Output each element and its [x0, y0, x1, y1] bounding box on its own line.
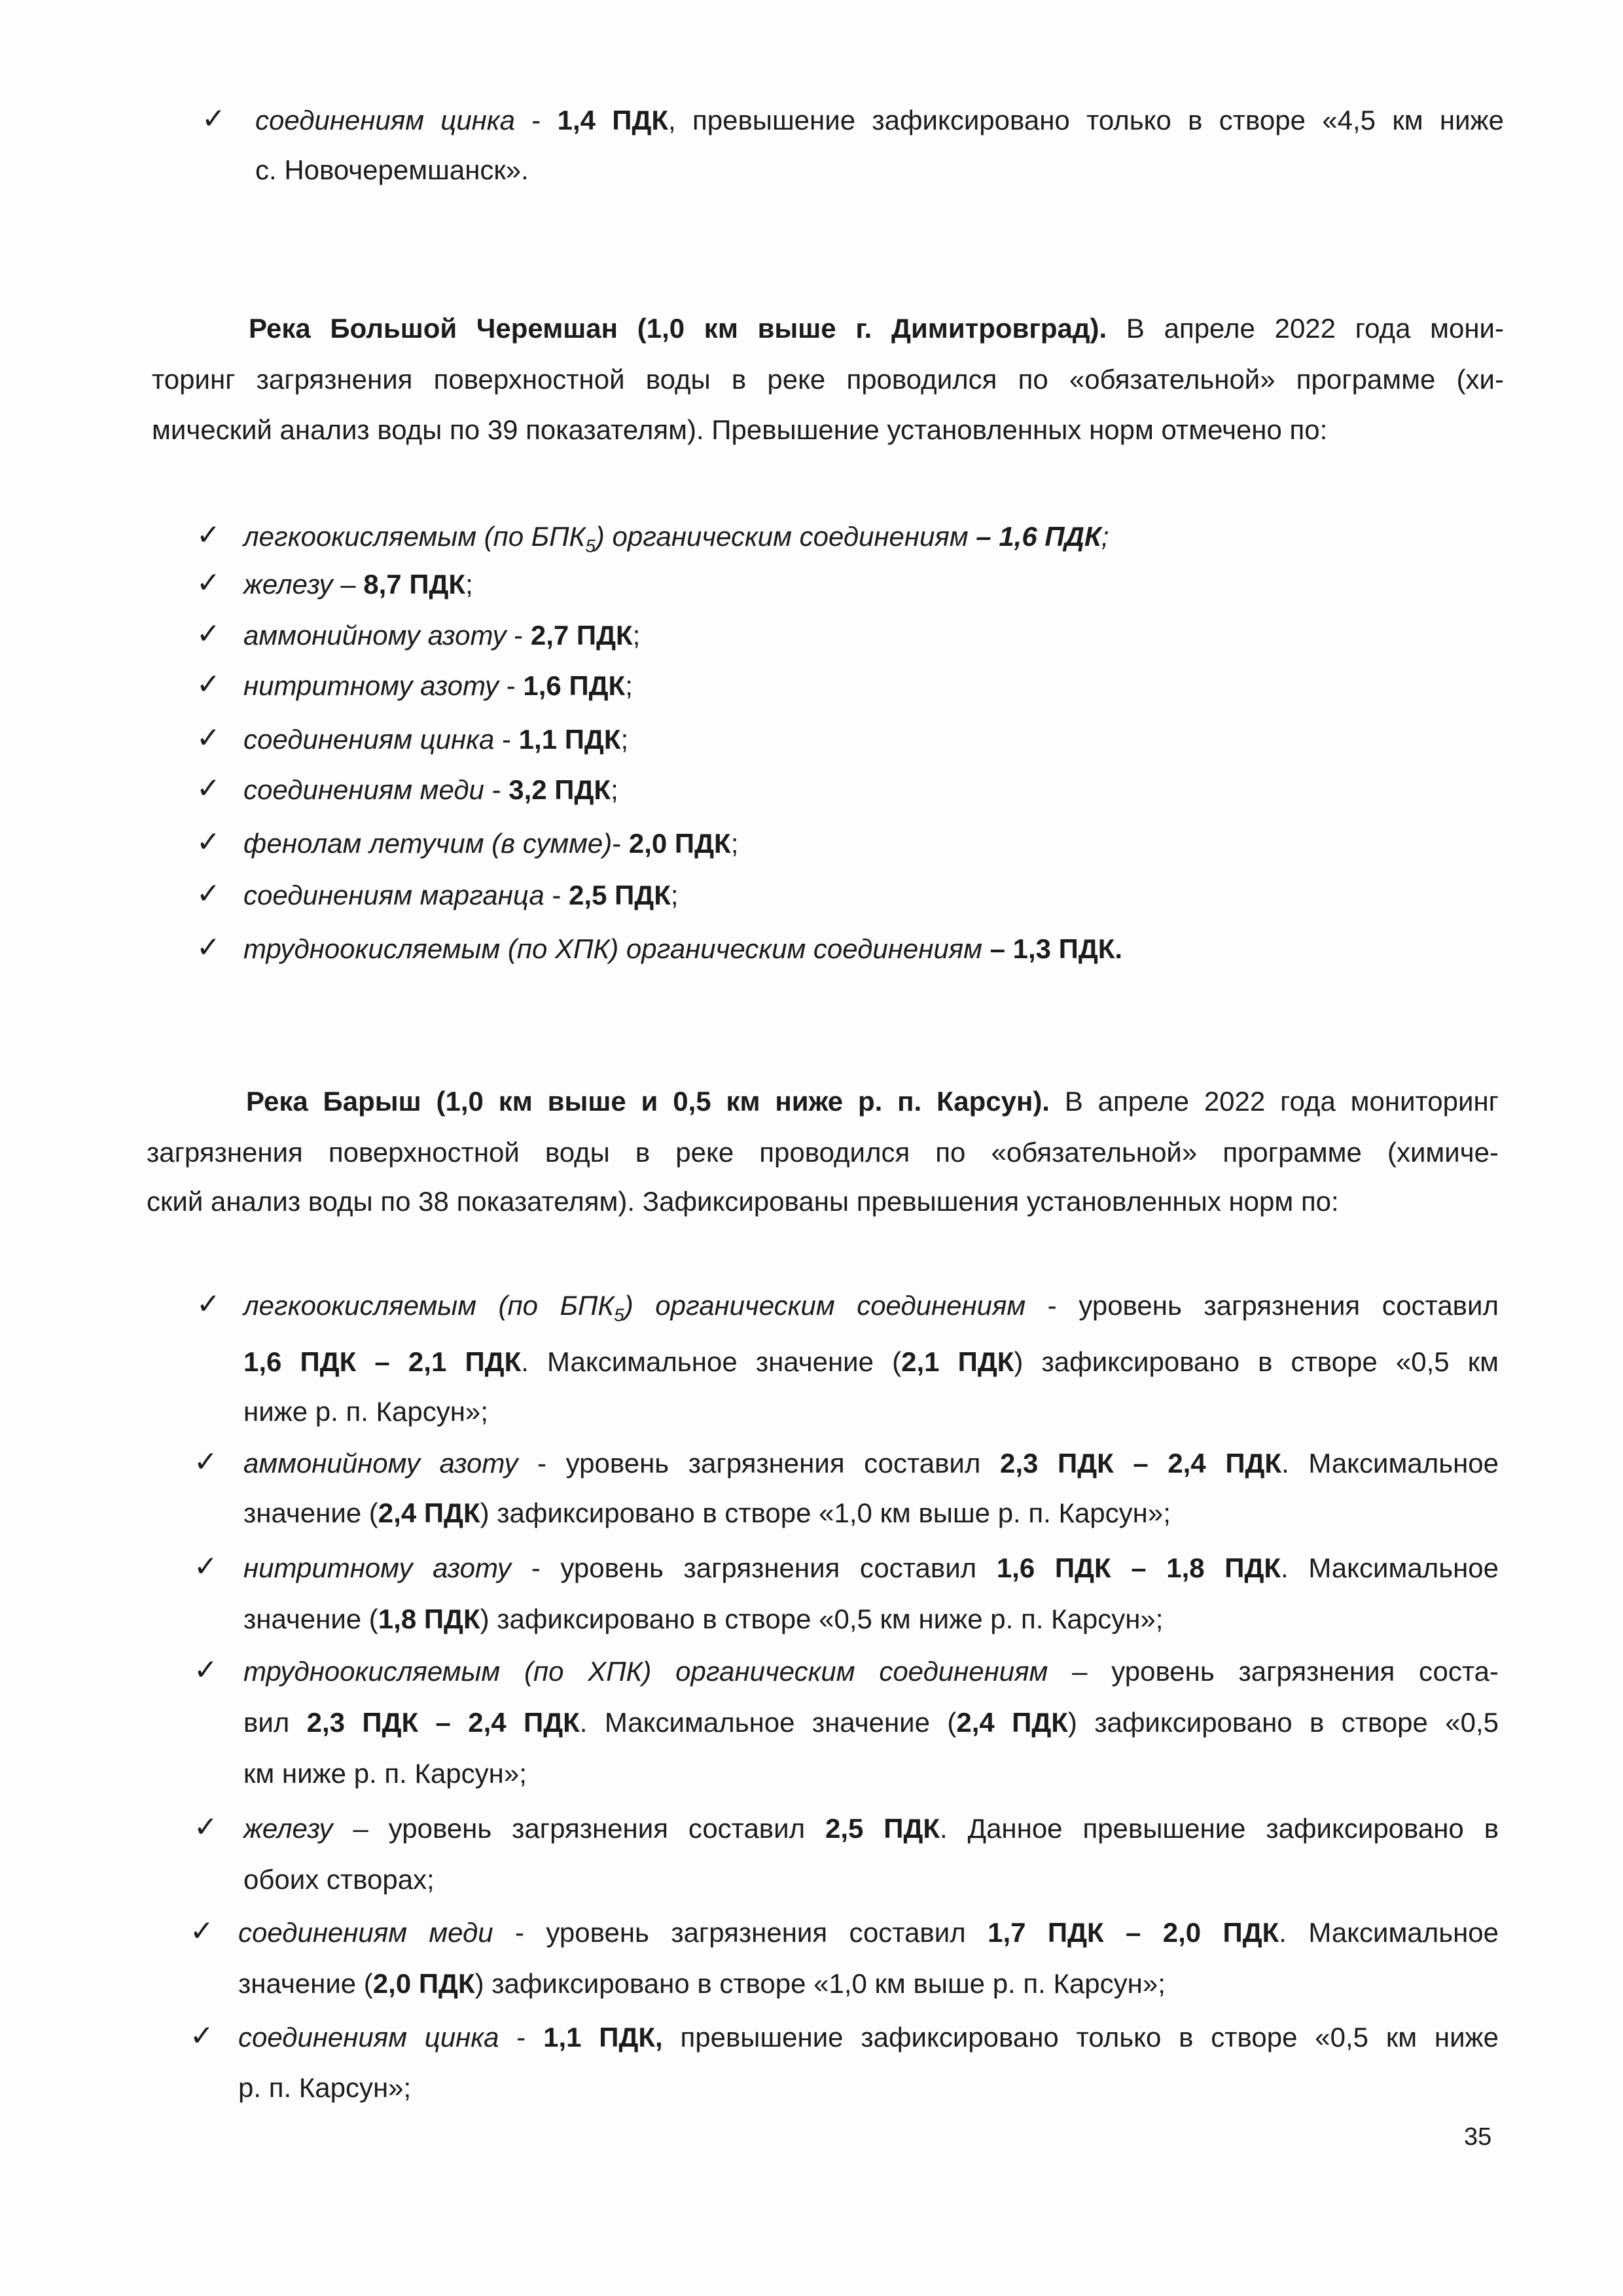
- list-item-continuation: обоих створах;: [243, 1864, 435, 1895]
- list-item-continuation: ниже р. п. Карсун»;: [243, 1396, 488, 1427]
- list-item: трудноокисляемым (по ХПК) органическим соединениям – уровень загрязнения соста-: [243, 1656, 1499, 1687]
- list-item: соединениям цинка - 1,1 ПДК, превышение зафиксировано только в створе «0,5 км ниже: [238, 2022, 1499, 2053]
- checkmark-icon: ✓: [190, 2019, 214, 2053]
- checkmark-icon: ✓: [196, 617, 221, 651]
- checkmark-icon: ✓: [196, 518, 221, 552]
- paragraph-line: мический анализ воды по 39 показателям). Превышение установленных норм отмечено по:: [152, 414, 1328, 445]
- checkmark-icon: ✓: [196, 772, 221, 805]
- checkmark-icon: ✓: [196, 1287, 221, 1321]
- checkmark-icon: ✓: [196, 877, 221, 910]
- paragraph-line: торинг загрязнения поверхностной воды в реке проводился по «обязательной» программе (хи-: [152, 364, 1504, 395]
- checkmark-icon: ✓: [194, 1550, 218, 1583]
- checkmark-icon: ✓: [194, 1653, 218, 1687]
- checkmark-icon: ✓: [196, 668, 221, 701]
- paragraph-line: ский анализ воды по 38 показателям). Зафиксированы превышения установленных норм по:: [147, 1186, 1339, 1217]
- list-item-continuation: р. п. Карсун»;: [238, 2072, 412, 2103]
- list-item: легкоокисляемым (по $БПК_5$) органическим соединениям - уровень загрязнения составил: [243, 1290, 1499, 1325]
- list-item-continuation: вил 2,3 ПДК – 2,4 ПДК. Максимальное значение (2,4 ПДК) зафиксировано в створе «0,5: [243, 1707, 1499, 1738]
- list-item: нитритному азоту - уровень загрязнения составил 1,6 ПДК – 1,8 ПДК. Максимальное: [243, 1552, 1499, 1583]
- list-item: легкоокисляемым (по $БПК_5$) органическим соединениям – 1,6 ПДК;: [243, 521, 1109, 556]
- list-item-continuation: км ниже р. п. Карсун»;: [243, 1758, 527, 1789]
- list-item: аммонийному азоту - уровень загрязнения составил 2,3 ПДК – 2,4 ПДК. Максимальное: [243, 1448, 1499, 1479]
- checkmark-icon: ✓: [196, 931, 221, 964]
- paragraph-line: загрязнения поверхностной воды в реке проводился по «обязательной» программе (химиче-: [147, 1137, 1499, 1168]
- page-number: 35: [1464, 2123, 1492, 2151]
- list-item-continuation: значение (1,8 ПДК) зафиксировано в створе «0,5 км ниже р. п. Карсун»;: [243, 1604, 1164, 1634]
- section-paragraph: Река Большой Черемшан (1,0 км выше г. Димитровград). В апреле 2022 года мони-: [249, 313, 1505, 344]
- list-item: соединениям цинка - 1,4 ПДК, превышение зафиксировано только в створе «4,5 км ниже: [255, 105, 1504, 135]
- list-item-continuation: 1,6 ПДК – 2,1 ПДК. Максимальное значение (2,1 ПДК) зафиксировано в створе «0,5 км: [243, 1346, 1499, 1377]
- checkmark-icon: ✓: [190, 1914, 214, 1948]
- section-heading: Река Большой Черемшан (1,0 км выше г. Димитровград).: [249, 313, 1107, 344]
- checkmark-icon: ✓: [194, 1445, 218, 1479]
- list-item: соединениям цинка - 1,1 ПДК;: [243, 724, 629, 755]
- list-item: соединениям марганца - 2,5 ПДК;: [243, 880, 679, 910]
- checkmark-icon: ✓: [194, 1810, 218, 1844]
- section-heading: Река Барыш (1,0 км выше и 0,5 км ниже р. п. Карсун).: [246, 1086, 1050, 1117]
- checkmark-icon: ✓: [196, 721, 221, 755]
- list-item: соединениям меди - уровень загрязнения составил 1,7 ПДК – 2,0 ПДК. Максимальное: [238, 1917, 1499, 1948]
- checkmark-icon: ✓: [196, 566, 221, 600]
- list-item: соединениям меди - 3,2 ПДК;: [243, 774, 618, 805]
- section-paragraph: Река Барыш (1,0 км выше и 0,5 км ниже р. п. Карсун). В апреле 2022 года мониторинг: [246, 1086, 1499, 1117]
- list-item: нитритному азоту - 1,6 ПДК;: [243, 670, 633, 701]
- checkmark-icon: ✓: [196, 825, 221, 859]
- list-item: трудноокисляемым (по ХПК) органическим соединениям – 1,3 ПДК.: [243, 933, 1123, 964]
- list-item-continuation: с. Новочеремшанск».: [255, 154, 529, 185]
- list-item: фенолам летучим (в сумме)- 2,0 ПДК;: [243, 828, 739, 859]
- list-item: железу – уровень загрязнения составил 2,5 ПДК. Данное превышение зафиксировано в: [243, 1813, 1499, 1844]
- list-item: железу – 8,7 ПДК;: [243, 569, 473, 600]
- list-item-continuation: значение (2,0 ПДК) зафиксировано в створе «1,0 км выше р. п. Карсун»;: [238, 1968, 1166, 1999]
- list-item: аммонийному азоту - 2,7 ПДК;: [243, 620, 641, 651]
- checkmark-icon: ✓: [202, 102, 226, 135]
- list-item-continuation: значение (2,4 ПДК) зафиксировано в створе «1,0 км выше р. п. Карсун»;: [243, 1498, 1171, 1528]
